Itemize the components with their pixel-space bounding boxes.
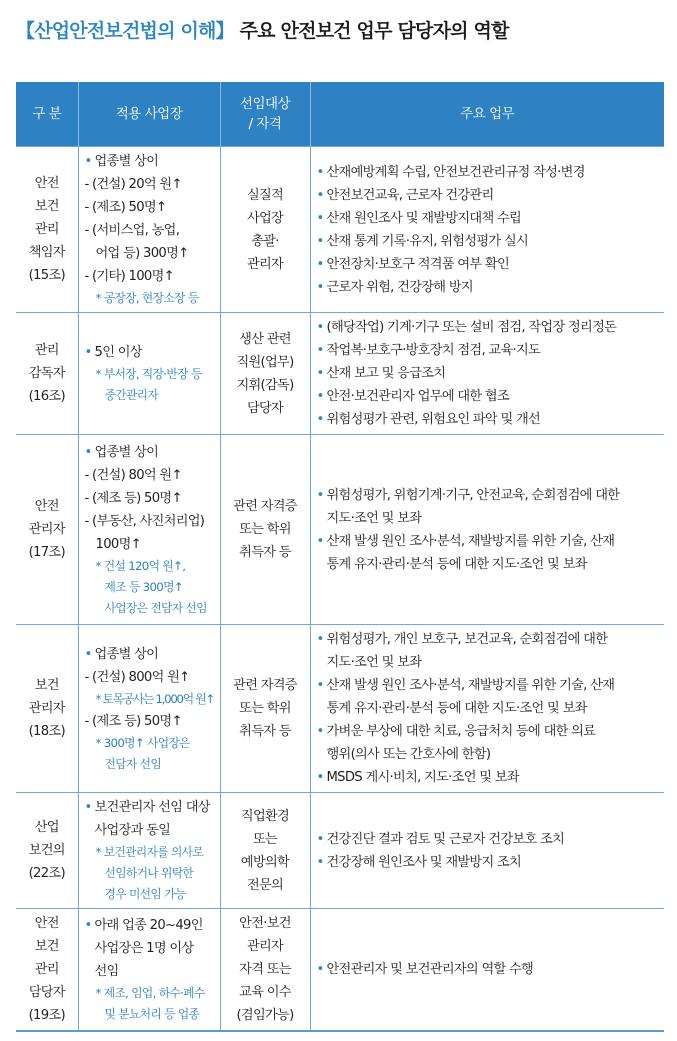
table-row [16, 313, 664, 435]
role-line: (19조) [28, 1007, 65, 1023]
scope-note: 경우 미선임 가능 [104, 887, 186, 901]
scope-note: 선임하거나 위탁한 [104, 866, 194, 880]
role-line: (15조) [28, 268, 65, 283]
role-line: 안전 [34, 176, 59, 191]
target-line: 총괄· [251, 233, 279, 249]
scope-note: 및 분뇨처리 등 업종 [104, 1006, 200, 1021]
target-line: 안전·보건 [239, 915, 291, 931]
role-line: 관리자 [28, 522, 65, 537]
header-category: 구 분 [16, 82, 78, 147]
target-line: 자격 또는 [239, 961, 291, 977]
role-line: 관리 [34, 961, 59, 977]
target-line: 예방의학 [240, 854, 290, 870]
role-cell [16, 147, 78, 313]
duty-item: • 위험성평가 관련, 위험요인 파악 및 개선 [316, 412, 541, 427]
scope-note: * 부서장, 직장·반장 등 [95, 367, 202, 381]
role-line: 관리자 [28, 701, 65, 716]
scope-bullet: • 업종별 상이 [84, 154, 159, 169]
role-line: 관리 [34, 222, 59, 237]
duty-item: • 가벼운 부상에 대한 치료, 응급처치 등에 대한 의료 행위(의사 또는 간호사에 한함) [316, 724, 596, 762]
duty-item: • 안전·보건관리자 업무에 대한 협조 [316, 389, 510, 404]
target-line: 또는 [252, 831, 278, 847]
target-cell [220, 909, 310, 1031]
role-line: (17조) [28, 545, 65, 560]
duty-item: • 근로자 위험, 건강장해 방지 [316, 279, 473, 295]
header-scope: 적용 사업장 [78, 82, 220, 147]
target-cell [220, 147, 310, 313]
table-row [16, 147, 664, 313]
target-cell [220, 625, 310, 793]
scope-line: - (기타) 100명↑ [84, 269, 174, 284]
scope-line: - (제조 등) 50명↑ [84, 490, 182, 506]
target-line: 취득자 등 [239, 545, 291, 560]
scope-line: - (건설) 80억 원↑ [84, 467, 182, 483]
duty-item: • 위험성평가, 위험기계·기구, 안전교육, 순회점검에 대한 지도·조언 및 보좌 [316, 487, 620, 526]
scope-cell [78, 909, 220, 1031]
target-line: 관련 자격증 [233, 678, 297, 693]
scope-note: 중간관리자 [104, 388, 158, 402]
duties-cell [310, 625, 664, 793]
table-row [16, 793, 664, 909]
table-row [16, 625, 664, 793]
header-duties: 주요 업무 [310, 82, 664, 147]
scope-line: - (제조) 50명↑ [84, 200, 167, 215]
target-line: 지휘(감독) [236, 377, 294, 393]
duty-item: • 안전관리자 및 보건관리자의 역할 수행 [316, 961, 534, 977]
role-line: 보건 [34, 938, 59, 954]
scope-line: - (건설) 800억 원↑ [84, 669, 190, 685]
scope-note: * 토목공사는 1,000억 원↑ [95, 691, 214, 706]
scope-cell [78, 435, 220, 625]
role-cell [16, 435, 78, 625]
duty-item: • 작업복·보호구·방호장치 점검, 교육·지도 [316, 343, 541, 358]
target-line: 또는 학위 [239, 522, 291, 537]
duty-item: • 안전장치·보호구 적격품 여부 확인 [316, 256, 510, 272]
header-target-line1: 선임대상 [239, 96, 291, 112]
target-line: 직업환경 [240, 808, 290, 824]
role-line: (18조) [28, 724, 65, 739]
duty-item: • 산재 원인조사 및 재발방지대책 수립 [316, 210, 522, 226]
scope-note: 전담자 선임 [104, 756, 162, 771]
duties-cell [310, 435, 664, 625]
table-row [16, 909, 664, 1031]
scope-bullet: • 5인 이상 [84, 345, 142, 360]
duty-item: • (해당작업) 기계·기구 또는 설비 점검, 작업장 정리정돈 [316, 320, 617, 335]
role-cell [16, 313, 78, 435]
duty-item: • 산재 발생 원인 조사·분석, 재발방지를 위한 기술, 산재 통계 유지·관리·분석 등에 대한 지도·조언 및 보좌 [316, 533, 615, 572]
scope-bullet: • 업종별 상이 [84, 444, 159, 460]
duty-item: • 건강진단 결과 검토 및 근로자 건강보호 조치 [316, 831, 565, 847]
duty-item: • MSDS 게시·비치, 지도·조언 및 보좌 [316, 770, 519, 785]
target-line: (겸임가능) [236, 1007, 294, 1023]
duty-item: • 산재예방계획 수립, 안전보건관리규정 작성·변경 [316, 164, 585, 180]
scope-line: - (부동산, 사진처리업) [84, 513, 205, 529]
target-line: 직원(업무) [236, 354, 294, 370]
target-cell [220, 313, 310, 435]
duty-item: • 안전보건교육, 근로자 건강관리 [316, 187, 494, 203]
scope-cell [78, 313, 220, 435]
role-line: 보건의 [28, 843, 65, 858]
target-cell [220, 793, 310, 909]
table-row [16, 435, 664, 625]
duties-cell [310, 147, 664, 313]
role-line: (16조) [28, 389, 65, 404]
target-line: 관리자 [246, 256, 284, 272]
scope-bullet: • 업종별 상이 [84, 646, 159, 662]
target-line: 관리자 [246, 938, 284, 954]
scope-bullet: • 아래 업종 20~49인 사업장은 1명 이상 선임 [84, 917, 203, 979]
duties-cell [310, 313, 664, 435]
role-cell [16, 909, 78, 1031]
role-line: 담당자 [28, 984, 65, 1000]
role-line: 보건 [34, 678, 59, 693]
role-line: 보건 [34, 199, 59, 214]
scope-line: 어업 등) 300명↑ [95, 246, 189, 261]
scope-note: * 공장장, 현장소장 등 [95, 291, 199, 305]
scope-note: * 300명↑ 사업장은 [95, 735, 190, 750]
role-line: (22조) [28, 866, 65, 881]
role-line: 산업 [34, 820, 59, 835]
duty-item: • 산재 통계 기록·유지, 위험성평가 실시 [316, 233, 529, 249]
target-line: 취득자 등 [239, 724, 291, 739]
role-cell [16, 793, 78, 909]
role-line: 안전 [34, 915, 59, 931]
target-line: 또는 학위 [239, 701, 291, 716]
target-line: 사업장 [246, 210, 284, 226]
target-line: 담당자 [246, 400, 284, 416]
role-line: 책임자 [28, 245, 65, 260]
role-line: 감독자 [28, 366, 65, 381]
title-main: 주요 안전보건 업무 담당자의 역할 [239, 20, 509, 42]
header-target-line2: / 자격 [248, 116, 282, 132]
scope-note: 사업장은 전담자 선임 [104, 600, 207, 615]
header-target [220, 82, 310, 147]
target-line: 전문의 [246, 877, 284, 893]
duty-item: • 산재 발생 원인 조사·분석, 재발방지를 위한 기술, 산재 통계 유지·관리·분석 등에 대한 지도·조언 및 보좌 [316, 678, 615, 716]
role-line: 안전 [34, 499, 59, 514]
target-line: 교육 이수 [239, 984, 291, 1000]
duty-item: • 위험성평가, 개인 보호구, 보건교육, 순회점검에 대한 지도·조언 및 보좌 [316, 632, 608, 670]
duties-cell [310, 793, 664, 909]
role-cell [16, 625, 78, 793]
scope-cell [78, 625, 220, 793]
scope-line: - (제조 등) 50명↑ [84, 713, 182, 729]
scope-cell [78, 147, 220, 313]
scope-note: * 제조, 임업, 하수·폐수 [95, 985, 205, 1000]
role-line: 관리 [34, 343, 59, 358]
target-cell [220, 435, 310, 625]
scope-bullet: • 보건관리자 선임 대상 사업장과 동일 [84, 800, 210, 838]
page-title [16, 16, 509, 43]
duties-table [16, 82, 664, 1032]
scope-line: - (건설) 20억 원↑ [84, 177, 182, 192]
table-header-row [16, 82, 664, 147]
duty-item: • 산재 보고 및 응급조치 [316, 366, 446, 381]
target-line: 관련 자격증 [233, 499, 297, 514]
scope-line: 100명↑ [95, 536, 141, 552]
scope-note: * 건설 120억 원↑, [95, 558, 186, 573]
duties-cell [310, 909, 664, 1031]
title-prefix: 【산업안전보건법의 이해】 [16, 20, 234, 42]
scope-cell [78, 793, 220, 909]
scope-note: 제조 등 300명↑ [104, 579, 183, 594]
scope-note: * 보건관리자를 의사로 [95, 845, 204, 859]
target-line: 실질적 [246, 187, 284, 203]
target-line: 생산 관련 [239, 331, 291, 347]
scope-line: - (서비스업, 농업, [84, 223, 180, 238]
duty-item: • 건강장해 원인조사 및 재발방지 조치 [316, 854, 522, 870]
